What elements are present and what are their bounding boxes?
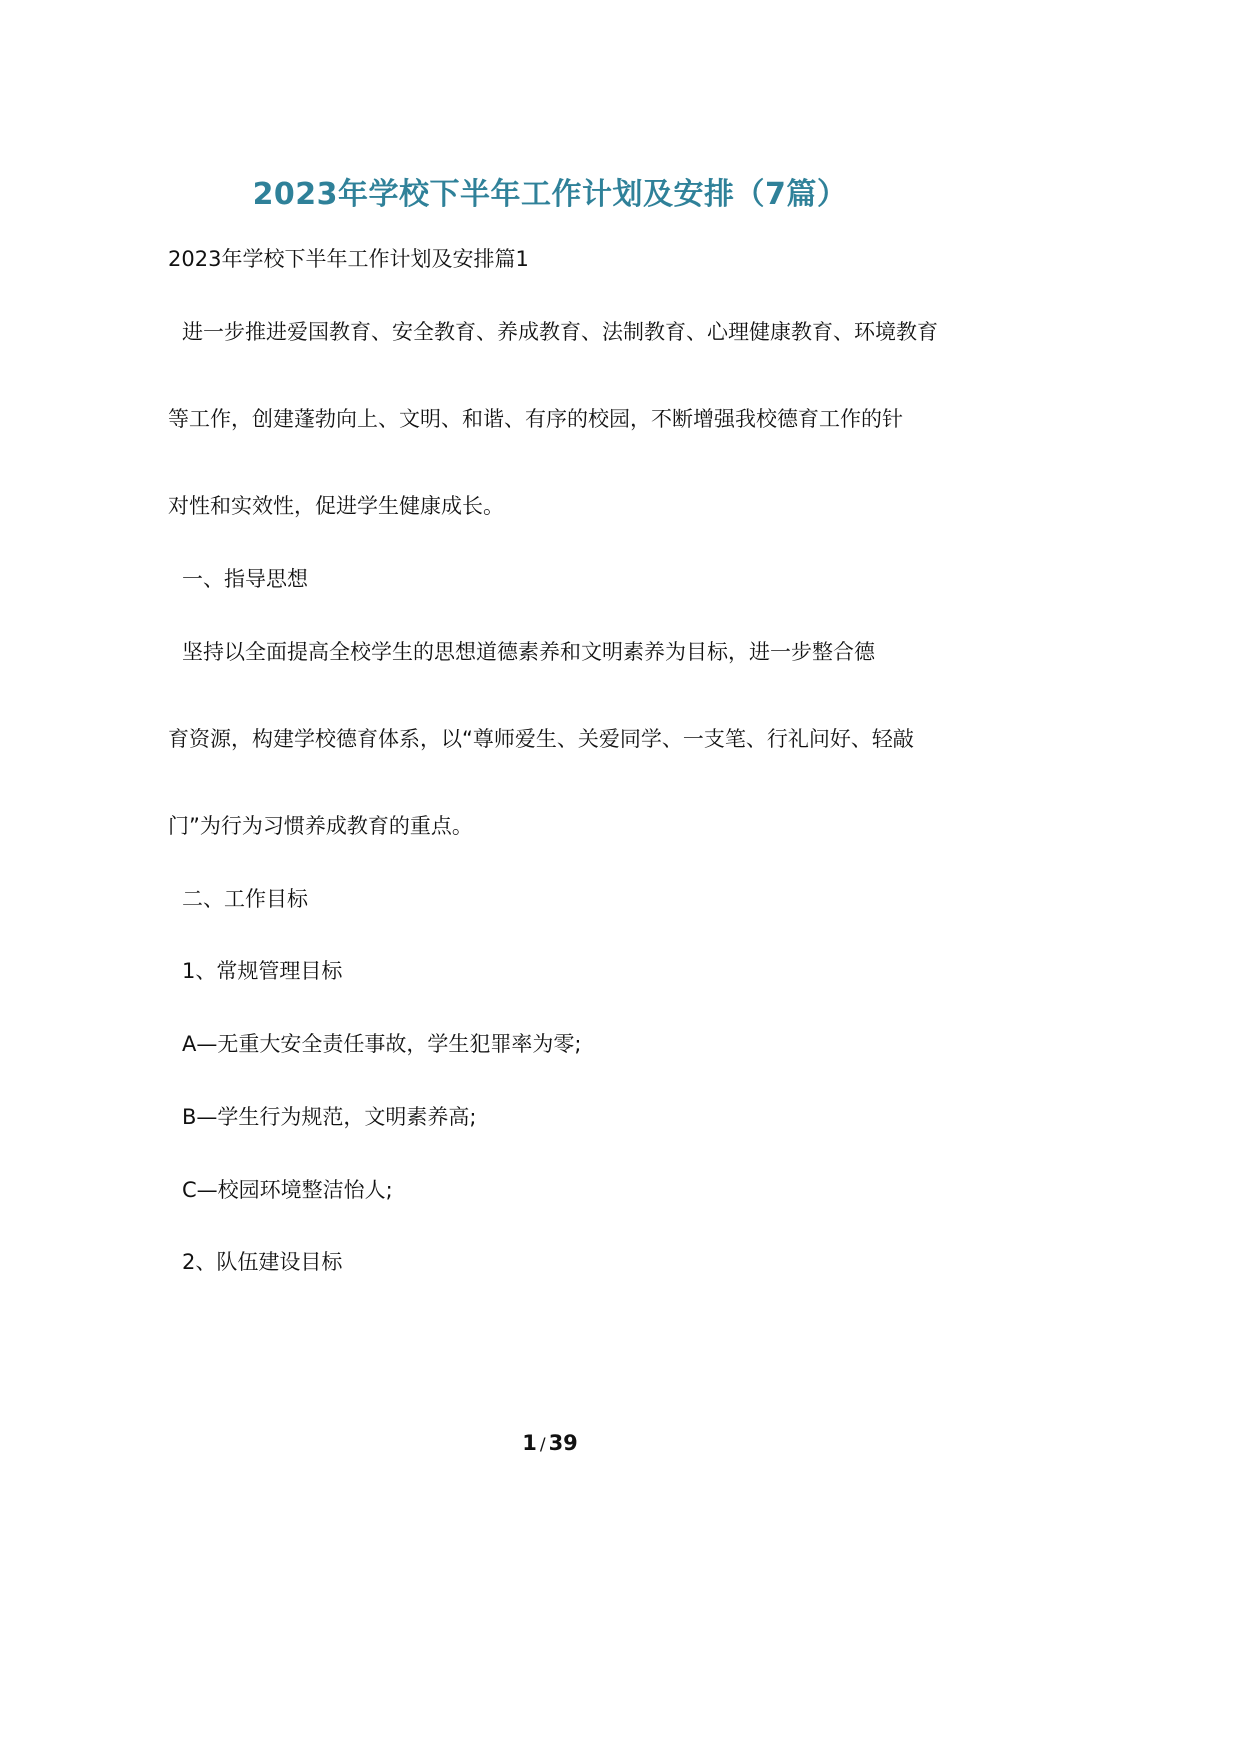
page-number — [0, 1428, 1100, 1460]
paragraph-line: 育资源，构建学校德育体系，以“尊师爱生、关爱同学、一支笔、行礼问好、轻敲 — [168, 727, 914, 751]
subsection-heading: 2、队伍建设目标 — [182, 1250, 343, 1274]
document-title: 2023年学校下半年工作计划及安排（7篇） — [252, 177, 848, 212]
paragraph-line: 进一步推进爱国教育、安全教育、养成教育、法制教育、心理健康教育、环境教育 — [182, 320, 938, 344]
subsection-heading: 1、常规管理目标 — [182, 959, 343, 983]
paragraph-line: 等工作，创建蓬勃向上、文明、和谐、有序的校园，不断增强我校德育工作的针 — [168, 407, 903, 431]
goal-item: C—校园环境整洁怡人; — [182, 1178, 393, 1202]
total-pages: 39 — [548, 1431, 578, 1455]
section-heading: 二、工作目标 — [182, 887, 308, 911]
goal-item: B—学生行为规范，文明素养高; — [182, 1105, 477, 1129]
paragraph-line: 门”为行为习惯养成教育的重点。 — [168, 814, 473, 838]
paragraph-line: 坚持以全面提高全校学生的思想道德素养和文明素养为目标，进一步整合德 — [182, 640, 875, 664]
document-subtitle: 2023年学校下半年工作计划及安排篇1 — [168, 247, 529, 271]
paragraph-line: 对性和实效性，促进学生健康成长。 — [168, 494, 504, 518]
section-heading: 一、指导思想 — [182, 567, 308, 591]
goal-item: A—无重大安全责任事故，学生犯罪率为零; — [182, 1032, 582, 1056]
current-page: 1 — [522, 1431, 537, 1455]
page-separator: / — [539, 1435, 546, 1455]
